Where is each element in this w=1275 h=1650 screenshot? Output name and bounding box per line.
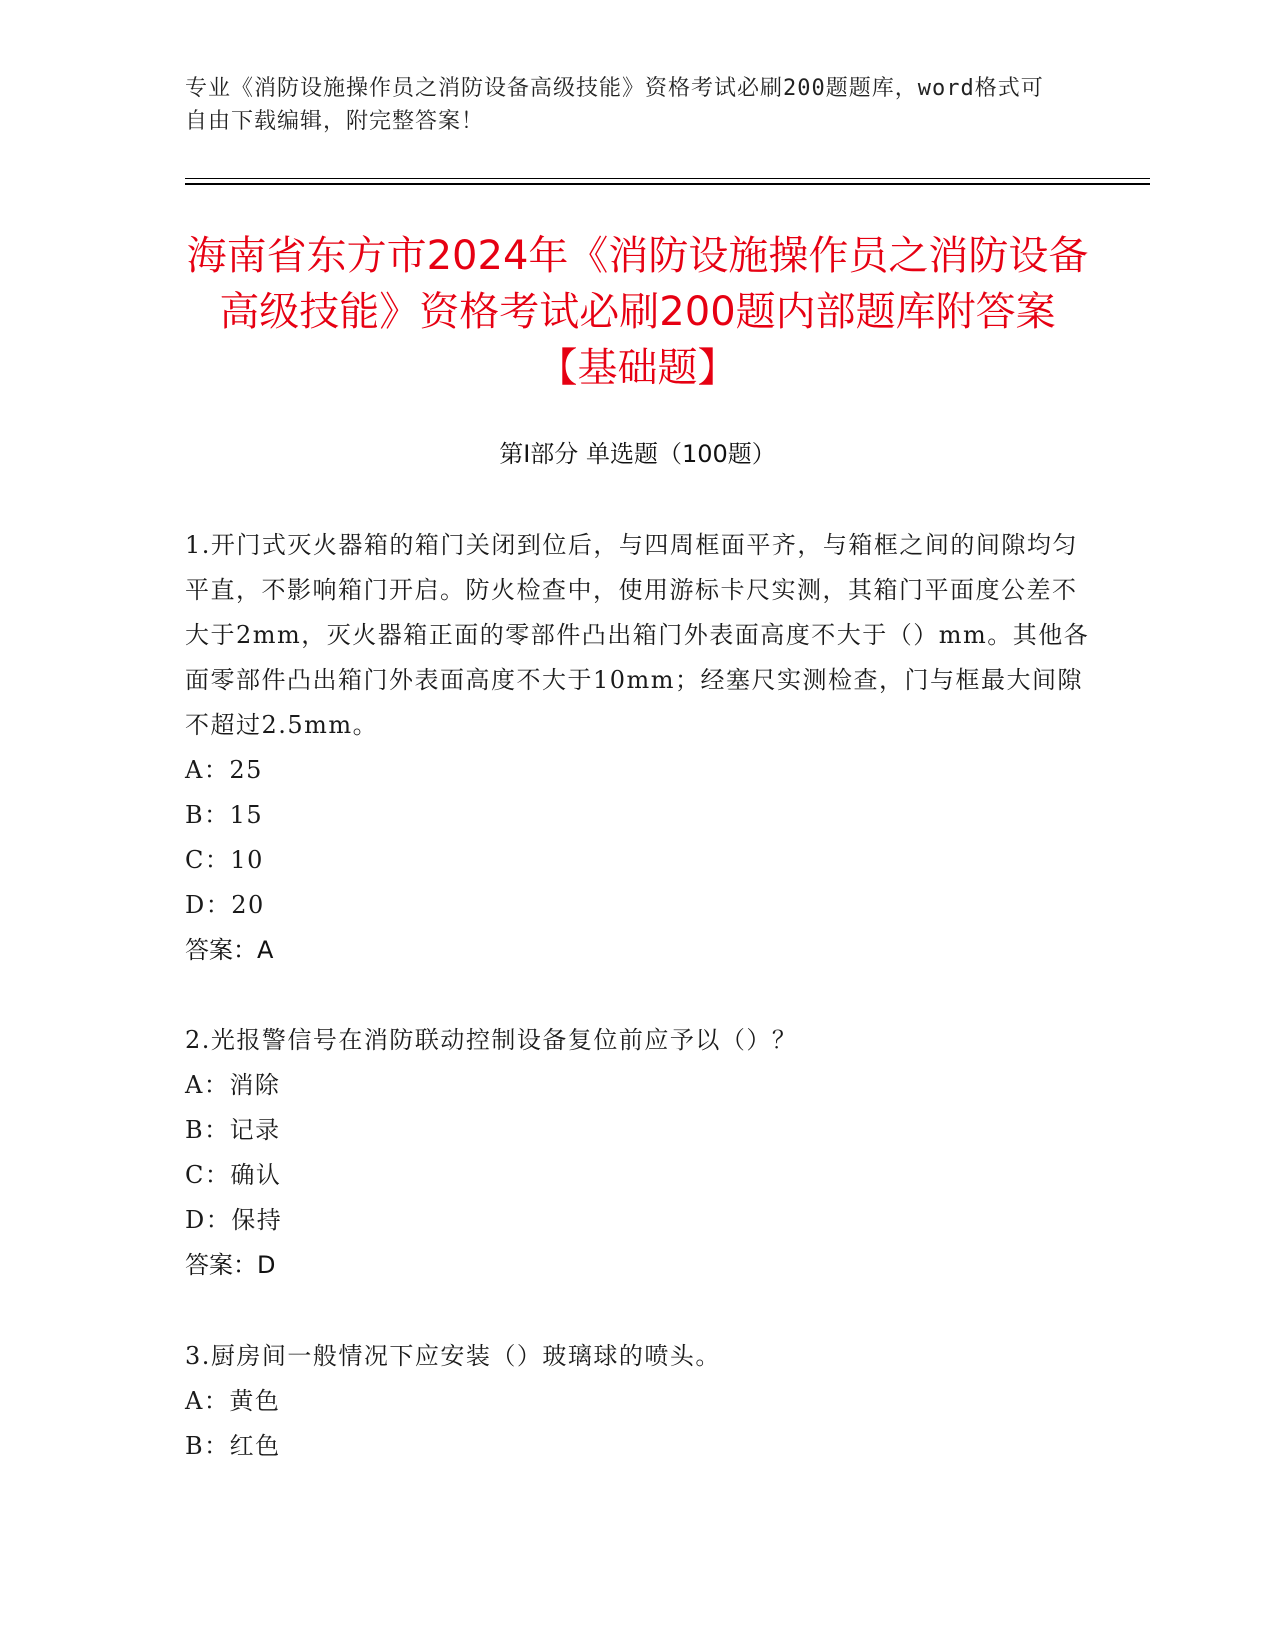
question-option-d: D：20 <box>185 891 265 919</box>
question-stem: 3.厨房间一般情况下应安装（）玻璃球的喷头。 <box>185 1342 721 1370</box>
section-heading: 第Ⅰ部分 单选题（100题） <box>499 440 776 468</box>
question-option-c: C：10 <box>185 846 264 874</box>
question-option-b: B：红色 <box>185 1432 281 1460</box>
question-option-d: D：保持 <box>185 1206 283 1234</box>
question-answer: 答案：D <box>185 1251 276 1279</box>
question-option-a: A：25 <box>185 756 263 784</box>
question-item <box>185 1018 1090 1288</box>
document-title: 海南省东方市2024年《消防设施操作员之消防设备高级技能》资格考试必刷200题内部题库附答案【基础题】 <box>186 233 1089 391</box>
question-option-b: B：记录 <box>185 1116 281 1144</box>
question-item <box>185 523 1090 973</box>
header-divider-thick <box>185 183 1150 185</box>
question-item <box>185 1334 1090 1469</box>
header-intro: 专业《消防设施操作员之消防设备高级技能》资格考试必刷200题题库，word格式可自由下载编辑，附完整答案！ <box>185 76 1044 134</box>
question-option-a: A：消除 <box>185 1071 281 1099</box>
question-option-c: C：确认 <box>185 1161 282 1189</box>
question-stem: 1.开门式灭火器箱的箱门关闭到位后，与四周框面平齐，与箱框之间的间隙均匀平直，不影响箱门开启。防火检查中，使用游标卡尺实测，其箱门平面度公差不大于2mm，灭火器箱正面的零部件凸出箱门外表面高度不大于（）mm。其他各面零部件凸出箱门外表面高度不大于10mm；经塞尺实测检查，门与框最大间隙不超过2.5mm。 <box>185 531 1090 739</box>
question-option-b: B：15 <box>185 801 264 829</box>
question-stem: 2.光报警信号在消防联动控制设备复位前应予以（）？ <box>185 1026 798 1054</box>
header-divider-thin <box>185 178 1150 179</box>
question-answer: 答案：A <box>185 936 274 964</box>
question-option-a: A：黄色 <box>185 1387 281 1415</box>
